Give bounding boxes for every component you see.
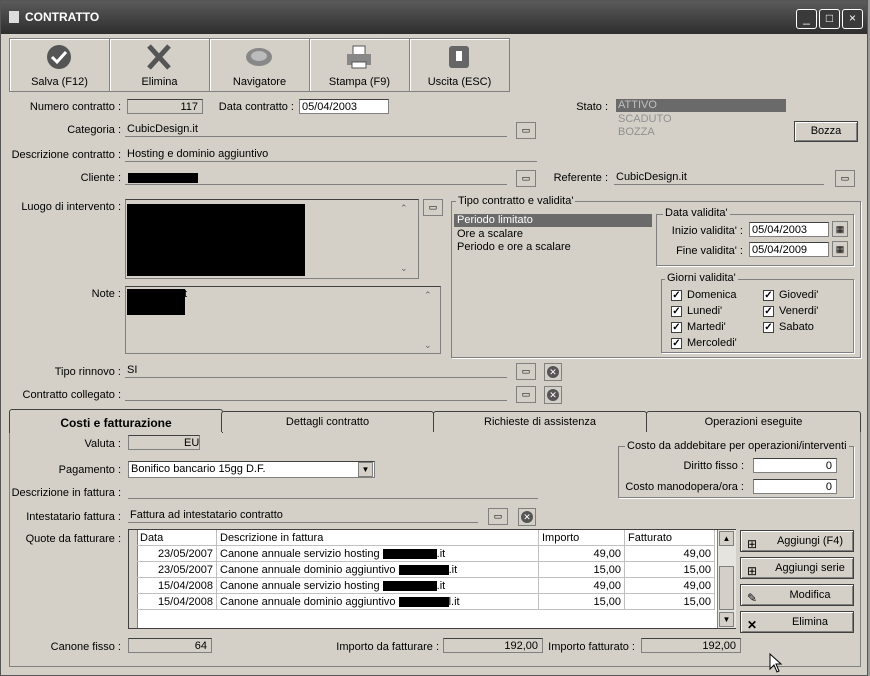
row-suffix: l.it (448, 596, 460, 608)
print-button[interactable] (309, 38, 410, 92)
col-header-importo[interactable]: Importo (539, 530, 625, 546)
exit-label: Uscita (ESC) (427, 76, 492, 88)
table-row[interactable]: 23/05/2007 (137, 546, 217, 562)
delete-label: Elimina (141, 76, 178, 88)
save-button[interactable] (9, 38, 110, 92)
domenica-checkbox[interactable]: ✓ (672, 290, 681, 301)
mouse-cursor-icon (769, 653, 783, 673)
mercoledi-checkbox[interactable]: ✓ (672, 338, 681, 349)
descr-fattura-label: Descrizione in fattura : (11, 487, 121, 499)
table-row[interactable]: 15,00 (625, 562, 715, 578)
luogo-field[interactable] (125, 199, 419, 279)
intestatario-clear-icon[interactable]: ✕ (518, 508, 536, 526)
quote-label: Quote da fatturare : (25, 533, 121, 545)
modifica-button[interactable] (740, 584, 854, 606)
grid-scrollbar[interactable] (717, 530, 736, 628)
chevron-down-icon[interactable]: ▼ (358, 462, 373, 477)
modifica-label: Modifica (789, 589, 831, 601)
tipo-option[interactable]: Ore a scalare (457, 228, 524, 240)
delete-button[interactable] (109, 38, 210, 92)
descrizione-field[interactable]: Hosting e dominio aggiuntivo (125, 147, 537, 162)
window-title: CONTRATTO (25, 10, 100, 24)
importo-fatturato-field[interactable]: 192,00 (641, 638, 741, 653)
intestatario-label: Intestatario fattura : (26, 511, 121, 523)
table-row[interactable]: 49,00 (539, 546, 625, 562)
row-descr: Canone annuale dominio aggiuntivo (220, 596, 396, 608)
valuta-field[interactable]: EU (128, 435, 200, 450)
inizio-field[interactable]: 05/04/2003 (749, 222, 829, 237)
note-label: Note : (91, 288, 121, 300)
note-text: t (184, 288, 188, 300)
print-label: Stampa (F9) (328, 76, 391, 88)
table-row[interactable]: 49,00 (625, 546, 715, 562)
contratto-collegato-lookup-icon[interactable]: ▭ (516, 386, 536, 403)
edit-icon: ✎ (747, 591, 758, 605)
inizio-calendar-icon[interactable]: ▦ (832, 221, 848, 237)
stato-option-bozza[interactable]: BOZZA (618, 126, 655, 138)
contratto-collegato-field[interactable] (125, 386, 507, 401)
note-field[interactable] (125, 286, 441, 354)
redacted-domain (383, 549, 437, 559)
elimina-quota-label: Elimina (791, 616, 829, 628)
tab-operazioni[interactable]: Operazioni eseguite (646, 411, 861, 432)
diritto-label: Diritto fisso : (683, 460, 744, 472)
scroll-down-icon[interactable]: ⌄ (400, 263, 408, 273)
tab-costi[interactable]: Costi e fatturazione (9, 409, 223, 433)
descr-fattura-field[interactable] (128, 484, 538, 499)
importo-da-label: Importo da fatturare : (336, 641, 439, 653)
table-row[interactable]: 15/04/2008 (137, 578, 217, 594)
cliente-lookup-icon[interactable]: ▭ (516, 170, 536, 187)
lunedi-label: Lunedi' (687, 305, 723, 317)
table-row[interactable]: 23/05/2007 (137, 562, 217, 578)
luogo-lookup-icon[interactable]: ▭ (423, 199, 443, 216)
aggiungi-button[interactable] (740, 530, 854, 552)
tipo-options-list[interactable] (454, 214, 652, 266)
data-validita-title: Data validita' (665, 207, 728, 219)
giorni-validita-title: Giorni validita' (667, 272, 736, 284)
descrizione-label: Descrizione contratto : (11, 149, 121, 161)
martedi-checkbox[interactable]: ✓ (672, 322, 681, 333)
numero-field[interactable]: 117 (127, 99, 203, 114)
redacted-domain (383, 581, 437, 591)
stato-option-scaduto[interactable]: SCADUTO (618, 113, 672, 125)
minimize-button[interactable]: _ (796, 9, 817, 29)
table-row[interactable] (217, 578, 539, 594)
inizio-label: Inizio validita' : (671, 225, 743, 237)
pagamento-label: Pagamento : (58, 464, 121, 476)
sabato-label: Sabato (779, 321, 814, 333)
stato-list[interactable] (616, 99, 786, 141)
referente-lookup-icon[interactable]: ▭ (835, 170, 855, 187)
row-suffix: .it (448, 564, 458, 576)
canone-label: Canone fisso : (50, 641, 121, 653)
referente-field[interactable]: CubicDesign.it (614, 170, 824, 185)
maximize-button[interactable]: □ (819, 9, 840, 29)
fine-field[interactable]: 05/04/2009 (749, 242, 829, 257)
save-label: Salva (F12) (31, 76, 88, 88)
table-row[interactable] (217, 594, 539, 610)
add-series-icon: ⊞ (747, 564, 758, 578)
giovedi-label: Giovedi' (779, 289, 819, 301)
cliente-label: Cliente : (80, 172, 121, 184)
navigator-icon (245, 44, 273, 70)
navigator-button[interactable] (209, 38, 310, 92)
check-icon (45, 44, 73, 70)
pagamento-select[interactable]: Bonifico bancario 15gg D.F. (128, 461, 375, 478)
domenica-label: Domenica (687, 289, 737, 301)
scroll-thumb[interactable] (719, 566, 734, 610)
close-button[interactable]: × (842, 9, 863, 29)
aggiungi-serie-label: Aggiungi serie (775, 562, 845, 574)
row-suffix: .it (436, 580, 446, 592)
col-header-descrizione[interactable]: Descrizione in fattura (217, 530, 539, 546)
contratto-collegato-clear-icon[interactable]: ✕ (544, 386, 562, 404)
tipo-contratto-title: Tipo contratto e validita' (458, 195, 574, 207)
data-contratto-label: Data contratto : (218, 101, 294, 113)
row-descr: Canone annuale servizio hosting (220, 580, 380, 592)
tipo-rinnovo-label: Tipo rinnovo : (54, 366, 121, 378)
elimina-quota-button[interactable] (740, 611, 854, 633)
stato-label: Stato : (576, 101, 608, 113)
manodopera-label: Costo manodopera/ora : (625, 481, 744, 493)
table-row[interactable] (217, 562, 539, 578)
bozza-button[interactable]: Bozza (794, 121, 858, 142)
table-row[interactable]: 15,00 (539, 594, 625, 610)
venerdi-checkbox[interactable]: ✓ (764, 306, 773, 317)
col-header-fatturato[interactable]: Fatturato (625, 530, 715, 546)
tab-dettagli[interactable]: Dettagli contratto (221, 411, 434, 432)
redacted-note (127, 288, 188, 315)
note-scroll-down-icon[interactable]: ⌄ (424, 340, 432, 350)
row-suffix: .it (436, 548, 446, 560)
row-descr: Canone annuale dominio aggiuntivo (220, 564, 396, 576)
app-icon (9, 11, 19, 23)
col-header-data[interactable]: Data (137, 530, 217, 546)
navigator-label: Navigatore (232, 76, 287, 88)
tipo-rinnovo-lookup-icon[interactable]: ▭ (516, 363, 536, 380)
intestatario-field[interactable]: Fattura ad intestatario contratto (128, 508, 478, 523)
quote-grid[interactable] (128, 529, 736, 629)
stato-option-attivo[interactable]: ATTIVO (616, 99, 786, 112)
aggiungi-label: Aggiungi (F4) (776, 535, 844, 547)
table-row[interactable]: 15/04/2008 (137, 594, 217, 610)
sabato-checkbox[interactable]: ✓ (764, 322, 773, 333)
fine-calendar-icon[interactable]: ▦ (832, 241, 848, 257)
exit-icon (445, 44, 473, 70)
exit-button[interactable] (409, 38, 510, 92)
importo-fatturato-label: Importo fatturato : (548, 641, 635, 653)
delete-x-icon (145, 44, 173, 70)
numero-label: Numero contratto : (29, 101, 121, 113)
delete-icon: ✕ (747, 618, 758, 632)
importo-da-field[interactable]: 192,00 (443, 638, 543, 653)
table-row[interactable]: 49,00 (539, 578, 625, 594)
valuta-label: Valuta : (84, 438, 121, 450)
tab-richieste[interactable]: Richieste di assistenza (433, 411, 647, 432)
categoria-label: Categoria : (67, 124, 121, 136)
categoria-lookup-icon[interactable]: ▭ (516, 122, 536, 139)
scroll-up-icon[interactable]: ⌃ (400, 203, 408, 213)
lunedi-checkbox[interactable]: ✓ (672, 306, 681, 317)
scroll-down-icon[interactable]: ▼ (719, 612, 734, 627)
referente-label: Referente : (553, 172, 608, 184)
costo-group-title: Costo da addebitare per operazioni/interventi (627, 440, 847, 452)
row-descr: Canone annuale servizio hosting (220, 548, 380, 560)
redacted-domain (399, 565, 449, 575)
diritto-field[interactable]: 0 (753, 458, 837, 473)
table-row[interactable]: 15,00 (539, 562, 625, 578)
aggiungi-serie-button[interactable] (740, 557, 854, 579)
table-row[interactable]: 15,00 (625, 594, 715, 610)
tipo-rinnovo-field[interactable]: SI (125, 363, 507, 378)
tipo-option[interactable]: Periodo limitato (454, 214, 652, 227)
tipo-option[interactable]: Periodo e ore a scalare (457, 241, 571, 253)
mercoledi-label: Mercoledi' (687, 337, 737, 349)
martedi-label: Martedi' (687, 321, 726, 333)
intestatario-lookup-icon[interactable]: ▭ (488, 508, 508, 525)
redacted-cliente (128, 173, 198, 183)
giovedi-checkbox[interactable]: ✓ (764, 290, 773, 301)
categoria-field[interactable]: CubicDesign.it (125, 122, 507, 137)
tipo-rinnovo-clear-icon[interactable]: ✕ (544, 363, 562, 381)
note-scroll-up-icon[interactable]: ⌃ (424, 290, 432, 300)
table-row[interactable]: 49,00 (625, 578, 715, 594)
manodopera-field[interactable]: 0 (753, 479, 837, 494)
redacted-domain (399, 597, 449, 607)
fine-label: Fine validita' : (676, 245, 743, 257)
venerdi-label: Venerdi' (779, 305, 819, 317)
title-bar[interactable] (1, 1, 867, 34)
luogo-label: Luogo di intervento : (21, 201, 121, 213)
redacted-luogo (127, 204, 305, 276)
scroll-up-icon[interactable]: ▲ (719, 531, 734, 546)
add-icon: ⊞ (747, 537, 758, 551)
printer-icon (345, 44, 373, 70)
table-row[interactable] (217, 546, 539, 562)
data-contratto-field[interactable]: 05/04/2003 (299, 99, 389, 114)
canone-field[interactable]: 64 (128, 638, 212, 653)
contratto-collegato-label: Contratto collegato : (22, 389, 121, 401)
